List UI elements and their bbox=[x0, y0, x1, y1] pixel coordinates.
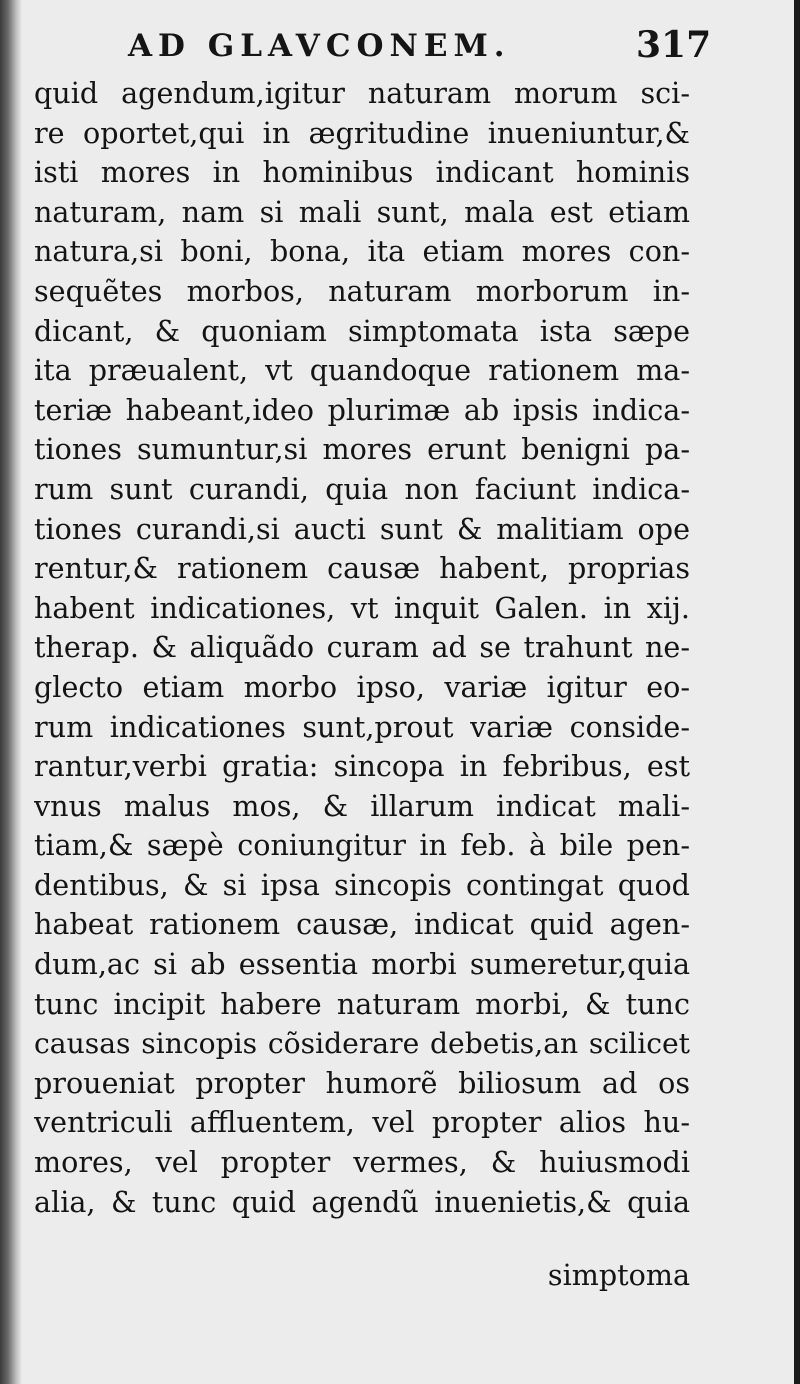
text-line: causas sincopis cõsiderare debetis,an scilicet bbox=[34, 1027, 690, 1061]
text-line: tiam,& sæpè coniungitur in feb. à bile pen- bbox=[34, 828, 690, 863]
catchword: simptoma bbox=[547, 1258, 690, 1292]
text-line: alia, & tunc quid agendũ inuenietis,& quia bbox=[34, 1184, 690, 1219]
text-line: habeat rationem causæ, indicat quid agen- bbox=[34, 907, 690, 942]
text-line: tunc incipit habere naturam morbi, & tunc bbox=[34, 986, 690, 1021]
text-line: vnus malus mos, & illarum indicat mali- bbox=[34, 788, 690, 823]
text-line: glecto etiam morbo ipso, variæ igitur eo- bbox=[34, 669, 690, 704]
text-line: natura,si boni, bona, ita etiam mores con- bbox=[34, 234, 690, 269]
page-gutter-shadow bbox=[0, 0, 22, 1384]
text-line: ventriculi affluentem, vel propter alios hu- bbox=[34, 1105, 690, 1140]
page-edge-strip bbox=[794, 0, 800, 1384]
text-line: dicant, & quoniam simptomata ista sæpe bbox=[34, 313, 690, 348]
text-line: rum indicationes sunt,prout variæ conside- bbox=[34, 709, 690, 744]
body-text bbox=[34, 74, 690, 1222]
text-line: rum sunt curandi, quia non faciunt indica- bbox=[34, 471, 690, 506]
text-line: re oportet,qui in ægritudine inueniuntur,& bbox=[34, 115, 690, 150]
text-line: naturam, nam si mali sunt, mala est etiam bbox=[34, 194, 690, 229]
page-header bbox=[0, 24, 800, 74]
text-line: proueniat propter humorẽ biliosum ad os bbox=[34, 1065, 690, 1100]
text-line: tiones curandi,si aucti sunt & malitiam ope bbox=[34, 511, 690, 546]
page-number: 317 bbox=[636, 24, 712, 66]
text-line: teriæ habeant,ideo plurimæ ab ipsis indica- bbox=[34, 392, 690, 427]
text-line: rantur,verbi gratia: sincopa in febribus, est bbox=[34, 749, 690, 784]
text-line: dum,ac si ab essentia morbi sumeretur,quia bbox=[34, 947, 690, 982]
text-line: therap. & aliquãdo curam ad se trahunt ne- bbox=[34, 630, 690, 665]
text-line: dentibus, & si ipsa sincopis contingat quod bbox=[34, 867, 690, 902]
text-line: habent indicationes, vt inquit Galen. in xij. bbox=[34, 590, 690, 625]
text-line: rentur,& rationem causæ habent, proprias bbox=[34, 551, 690, 586]
running-head: AD GLAVCONEM. bbox=[128, 28, 511, 64]
text-line: isti mores in hominibus indicant hominis bbox=[34, 155, 690, 190]
text-line: mores, vel propter vermes, & huiusmodi bbox=[34, 1145, 690, 1180]
text-line: quid agendum,igitur naturam morum sci- bbox=[34, 76, 690, 110]
catchword-row bbox=[34, 1258, 690, 1302]
text-line: tiones sumuntur,si mores erunt benigni pa- bbox=[34, 432, 690, 467]
text-line: ita præualent, vt quandoque rationem ma- bbox=[34, 353, 690, 388]
text-line: sequẽtes morbos, naturam morborum in- bbox=[34, 273, 690, 308]
